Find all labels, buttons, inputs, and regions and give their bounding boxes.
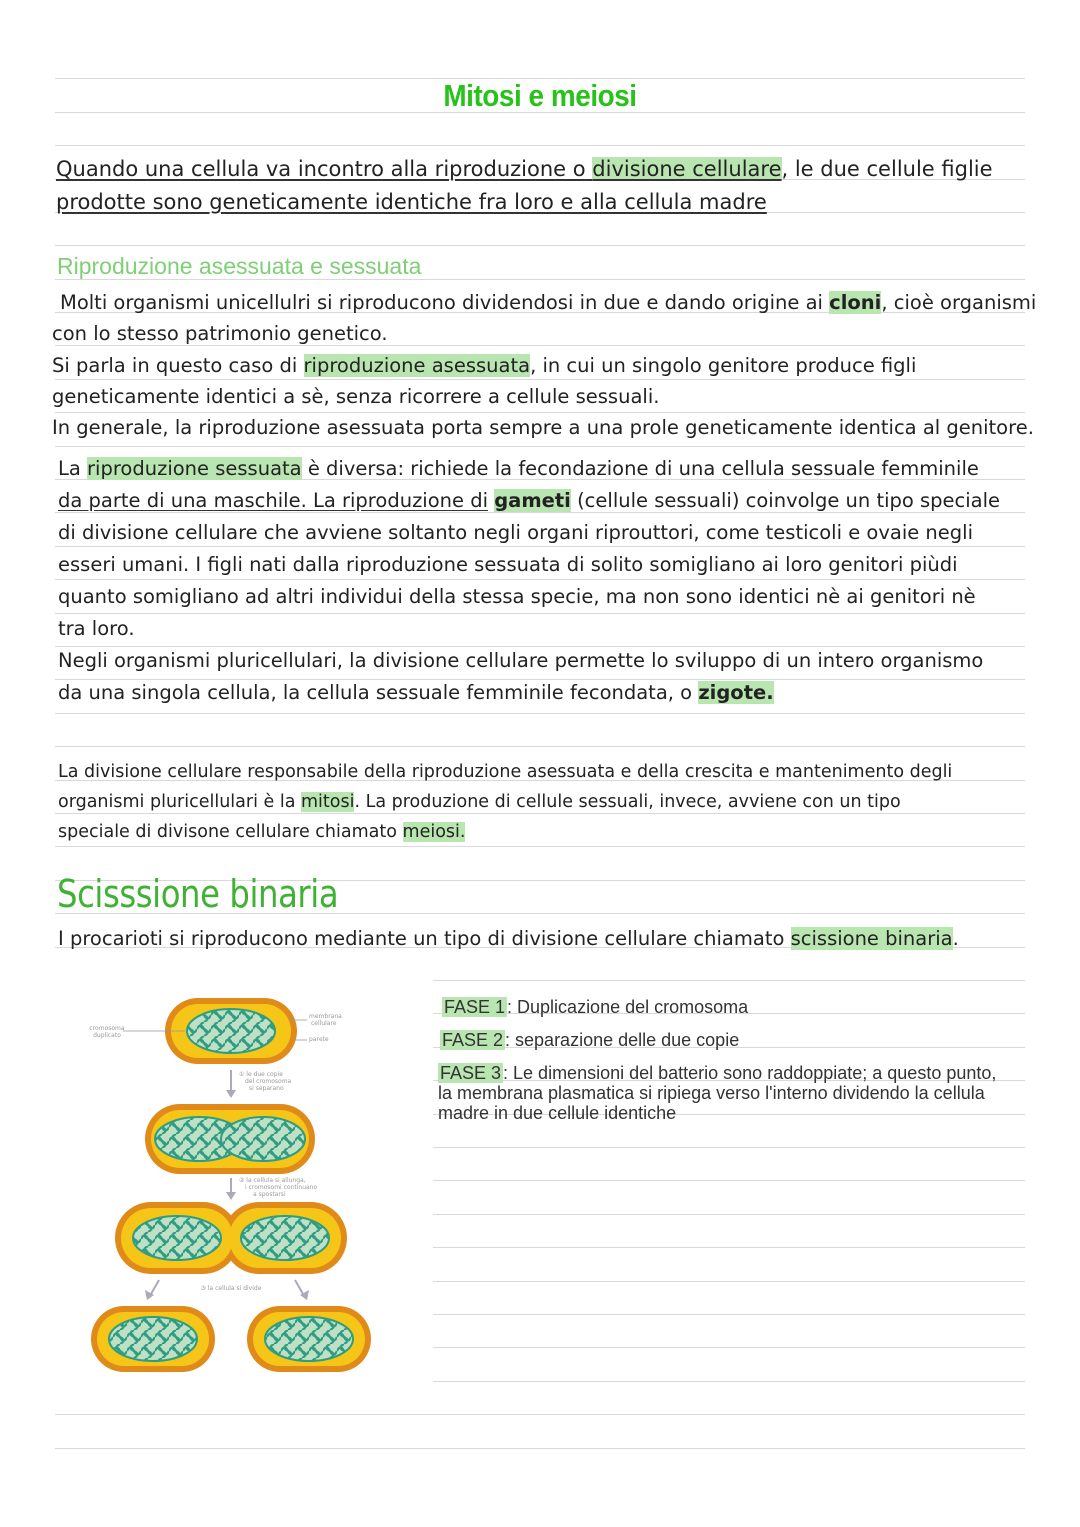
section-heading-riproduzione: Riproduzione asessuata e sessuata bbox=[57, 253, 422, 279]
page-title: Mitosi e meiosi bbox=[443, 78, 637, 113]
text: Negli organismi pluricellulari, la divisione cellulare permette lo sviluppo di un intero organismo bbox=[58, 649, 984, 672]
cell-stage-4-right bbox=[247, 1306, 371, 1372]
highlight-meiosi: meiosi. bbox=[402, 822, 466, 842]
paragraph-asessuata-cont: geneticamente identici a sè, senza ricorrere a cellule sessuali. bbox=[52, 385, 660, 408]
ruled-line bbox=[55, 1414, 1025, 1415]
ruled-line bbox=[433, 1247, 1025, 1248]
ruled-line bbox=[433, 1180, 1025, 1181]
highlight-divisione-cellulare: divisione cellulare bbox=[592, 157, 782, 181]
text: esseri umani. I figli nati dalla riproduzione sessuata di solito somigliano ai loro genitori piùdi bbox=[58, 553, 958, 576]
phase-1-label: FASE 1 bbox=[444, 997, 506, 1017]
text: , in cui un singolo genitore produce figli bbox=[530, 354, 917, 377]
paragraph-cloni-cont: con lo stesso patrimonio genetico. bbox=[52, 322, 388, 345]
intro-text: prodotte sono geneticamente identiche fra loro e alla cellula madre bbox=[56, 190, 767, 214]
phase-3-text: : Le dimensioni del batterio sono raddoppiate; a questo punto, bbox=[503, 1063, 997, 1083]
label-parete: parete bbox=[309, 1036, 329, 1043]
text: di divisione cellulare che avviene soltanto negli organi riprouttori, come testicoli e ovaie negli bbox=[58, 521, 973, 544]
text: . bbox=[952, 927, 959, 950]
ruled-line bbox=[55, 145, 1025, 146]
text: (cellule sessuali) coinvolge un tipo speciale bbox=[577, 489, 1001, 512]
ruled-line bbox=[55, 713, 1025, 714]
highlight-cloni: cloni bbox=[829, 291, 882, 314]
text: La divisione cellulare responsabile della riproduzione asessuata e della crescita e mantenimento degli bbox=[58, 762, 953, 782]
ruled-line bbox=[433, 1347, 1025, 1348]
phase-3-text-3: madre in due cellule identiche bbox=[438, 1103, 677, 1123]
binary-fission-figure bbox=[57, 980, 433, 1410]
label-cromosoma: cromosoma duplicato bbox=[89, 1025, 125, 1039]
text: da una singola cellula, la cellula sessuale femminile fecondata, o bbox=[58, 681, 693, 704]
label-membrana: membrana cellulare bbox=[309, 1013, 342, 1027]
text: è diversa: richiede la fecondazione di una cellula sessuale femminile bbox=[307, 457, 979, 480]
section-heading-scissione: Scisssione binaria bbox=[57, 872, 339, 916]
ruled-line bbox=[433, 1314, 1025, 1315]
label-step-1: ① le due copie del cromosoma si separano bbox=[239, 1071, 292, 1092]
text: La bbox=[58, 457, 81, 480]
ruled-line bbox=[55, 446, 1025, 447]
ruled-line bbox=[433, 1381, 1025, 1382]
phase-3-label: FASE 3 bbox=[440, 1063, 502, 1083]
ruled-line bbox=[55, 245, 1025, 246]
ruled-line bbox=[433, 1147, 1025, 1148]
intro-paragraph bbox=[56, 153, 1050, 219]
binary-fission-illustration bbox=[57, 980, 433, 1410]
cell-stage-4-left bbox=[91, 1306, 215, 1372]
text: Si parla in questo caso di bbox=[52, 354, 298, 377]
text: organismi pluricellulari è la bbox=[58, 792, 296, 812]
cell-stage-2 bbox=[145, 1104, 315, 1174]
highlight-riproduzione-asessuata: riproduzione asessuata bbox=[303, 354, 531, 377]
text: . La produzione di cellule sessuali, invece, avviene con un tipo bbox=[354, 792, 901, 812]
phase-2-label: FASE 2 bbox=[442, 1030, 504, 1050]
phase-3 bbox=[438, 1063, 1050, 1123]
text: , cioè organismi bbox=[881, 291, 1037, 314]
phase-1-text: : Duplicazione del cromosoma bbox=[507, 997, 749, 1017]
text: tra loro. bbox=[58, 617, 135, 640]
text: quanto somigliano ad altri individui della stessa specie, ma non sono identici nè ai genitori nè bbox=[58, 585, 976, 608]
intro-text: , le due cellule figlie bbox=[781, 157, 993, 181]
phase-2 bbox=[440, 1030, 739, 1050]
text: I procarioti si riproducono mediante un tipo di divisione cellulare chiamato bbox=[58, 927, 785, 950]
ruled-line bbox=[433, 980, 1025, 981]
phase-3-text-2: la membrana plasmatica si ripiega verso l'interno dividendo la cellula bbox=[438, 1083, 985, 1103]
highlight-gameti: gameti bbox=[494, 489, 571, 512]
highlight-zigote: zigote. bbox=[698, 681, 774, 704]
phase-2-text: : separazione delle due copie bbox=[505, 1030, 740, 1050]
paragraph-mitosi bbox=[58, 757, 1050, 847]
cell-stage-3 bbox=[115, 1202, 347, 1274]
ruled-line bbox=[55, 746, 1025, 747]
ruled-line bbox=[55, 1448, 1025, 1449]
paragraph-asessuata bbox=[52, 350, 1050, 382]
paragraph-scissione bbox=[58, 923, 1050, 955]
text: speciale di divisone cellulare chiamato bbox=[58, 822, 397, 842]
phase-1 bbox=[442, 997, 748, 1017]
highlight-riproduzione-sessuata: riproduzione sessuata bbox=[87, 457, 302, 480]
paragraph-cloni bbox=[60, 287, 1050, 319]
label-step-3: ③ la cellula si divide bbox=[200, 1285, 262, 1292]
highlight-scissione-binaria: scissione binaria bbox=[790, 927, 953, 950]
paragraph-sessuata bbox=[58, 453, 1050, 709]
text: Molti organismi unicellulri si riproducono dividendosi in due e dando origine ai bbox=[60, 291, 823, 314]
ruled-line bbox=[433, 1214, 1025, 1215]
text: da parte di una maschile. La riproduzione di bbox=[58, 489, 488, 512]
paragraph-generale: In generale, la riproduzione asessuata porta sempre a una prole geneticamente identica al genitore. bbox=[52, 416, 1034, 439]
label-step-2: ② la cellula si allunga, i cromosomi continuano a spostarsi bbox=[239, 1177, 318, 1198]
ruled-line bbox=[433, 1281, 1025, 1282]
highlight-mitosi: mitosi bbox=[301, 792, 355, 812]
intro-text: Quando una cellula va incontro alla riproduzione o bbox=[56, 157, 586, 181]
